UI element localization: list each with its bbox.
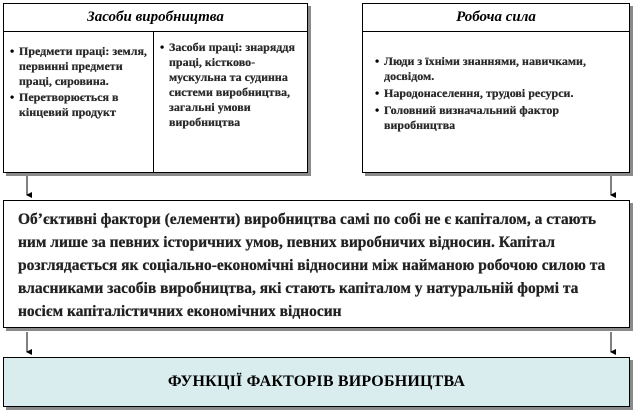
means-of-production-title: Засоби виробництва bbox=[4, 4, 307, 32]
capital-description-box bbox=[3, 200, 630, 328]
labor-force-item: • Народонаселення, трудові ресурси. bbox=[375, 86, 619, 101]
factor-functions-box bbox=[3, 357, 630, 407]
labor-force-box bbox=[362, 3, 630, 173]
labor-force-item: • Головний визначальний фактор виробництва bbox=[375, 103, 619, 133]
objects-of-labor-column bbox=[4, 32, 154, 172]
means-of-labor-column bbox=[154, 32, 307, 172]
labor-force-list bbox=[363, 32, 629, 133]
labor-force-title: Робоча сила bbox=[363, 4, 629, 32]
means-of-production-box bbox=[3, 3, 308, 173]
means-of-labor-item: • Засоби праці: знаряддя праці, кістково-мускульна та судинна системи виробництва, загальні умови виробництва bbox=[160, 40, 303, 130]
labor-force-item: • Люди з їхніми знаннями, навичками, досвідом. bbox=[375, 54, 619, 84]
objects-of-labor-item: • Предмети праці: земля, первинні предмети праці, сировина. bbox=[10, 44, 149, 89]
capital-description-text: Об’єктивні фактори (елементи) виробництва самі по собі не є капіталом, а стають ним лише за певних історичних умов, певних виробничих відносин. Капітал розглядається як соціально-економічні відносини між найманою робочою силою та власниками засобів виробництва, які стають капіталом у натуральній формі та носієм капіталістичних економічних відносин bbox=[18, 211, 606, 320]
factor-functions-title: ФУНКЦІЇ ФАКТОРІВ ВИРОБНИЦТВА bbox=[167, 373, 466, 390]
transforms-into-product-item: • Перетворюється в кінцевий продукт bbox=[10, 90, 149, 120]
